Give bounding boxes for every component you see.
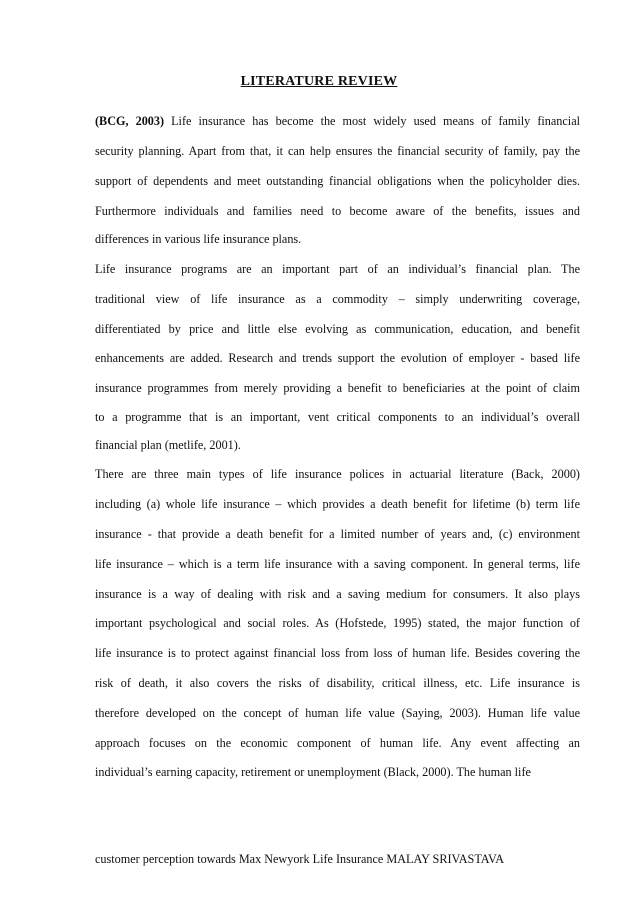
paragraph-line: Life insurance programs are an important part of an individual’s financial plan. The — [95, 262, 580, 276]
paragraph-line: enhancements are added. Research and trends support the evolution of employer - based life — [95, 351, 580, 365]
paragraph-line: life insurance – which is a term life insurance with a saving component. In general terms, life — [95, 557, 580, 571]
paragraph-line: individual’s earning capacity, retirement or unemployment (Black, 2000). The human life — [95, 765, 531, 779]
page-title: LITERATURE REVIEW — [240, 74, 398, 89]
paragraph-line: life insurance is to protect against financial loss from loss of human life. Besides covering the — [95, 646, 580, 660]
paragraph-line: therefore developed on the concept of human life value (Saying, 2003). Human life value — [95, 706, 580, 720]
paragraph-line: (BCG, 2003) Life insurance has become the most widely used means of family financial — [95, 114, 580, 128]
paragraph-line: risk of death, it also covers the risks of disability, critical illness, etc. Life insurance is — [95, 676, 580, 690]
paragraph-line: financial plan (metlife, 2001). — [95, 438, 241, 452]
page-footer: customer perception towards Max Newyork Life Insurance MALAY SRIVASTAVA — [95, 852, 505, 866]
paragraph-line: Furthermore individuals and families need to become aware of the benefits, issues and — [95, 204, 580, 218]
paragraph-line: insurance is a way of dealing with risk and a saving medium for consumers. It also plays — [95, 587, 580, 601]
paragraph-line: important psychological and social roles. As (Hofstede, 1995) stated, the major function of — [95, 616, 580, 630]
paragraph-line: including (a) whole life insurance – which provides a death benefit for lifetime (b) term life — [95, 497, 580, 511]
paragraph-line: to a programme that is an important, vent critical components to an individual’s overall — [95, 410, 580, 424]
paragraph-line: security planning. Apart from that, it can help ensures the financial security of family, pay the — [95, 144, 580, 158]
paragraph-line: differentiated by price and little else evolving as communication, education, and benefit — [95, 322, 580, 336]
citation-lead: (BCG, 2003) — [95, 114, 165, 128]
paragraph-line: insurance programmes from merely providing a benefit to beneficiaries at the point of claim — [95, 381, 580, 395]
paragraph-line: differences in various life insurance plans. — [95, 232, 302, 246]
paragraph-line: traditional view of life insurance as a commodity – simply underwriting coverage, — [95, 292, 580, 306]
paragraph-line: insurance - that provide a death benefit for a limited number of years and, (c) environment — [95, 527, 580, 541]
paragraph-line: support of dependents and meet outstanding financial obligations when the policyholder dies. — [95, 174, 580, 188]
paragraph-line: There are three main types of life insurance polices in actuarial literature (Back, 2000) — [95, 467, 580, 481]
paragraph-line: approach focuses on the economic component of human life. Any event affecting an — [95, 736, 580, 750]
